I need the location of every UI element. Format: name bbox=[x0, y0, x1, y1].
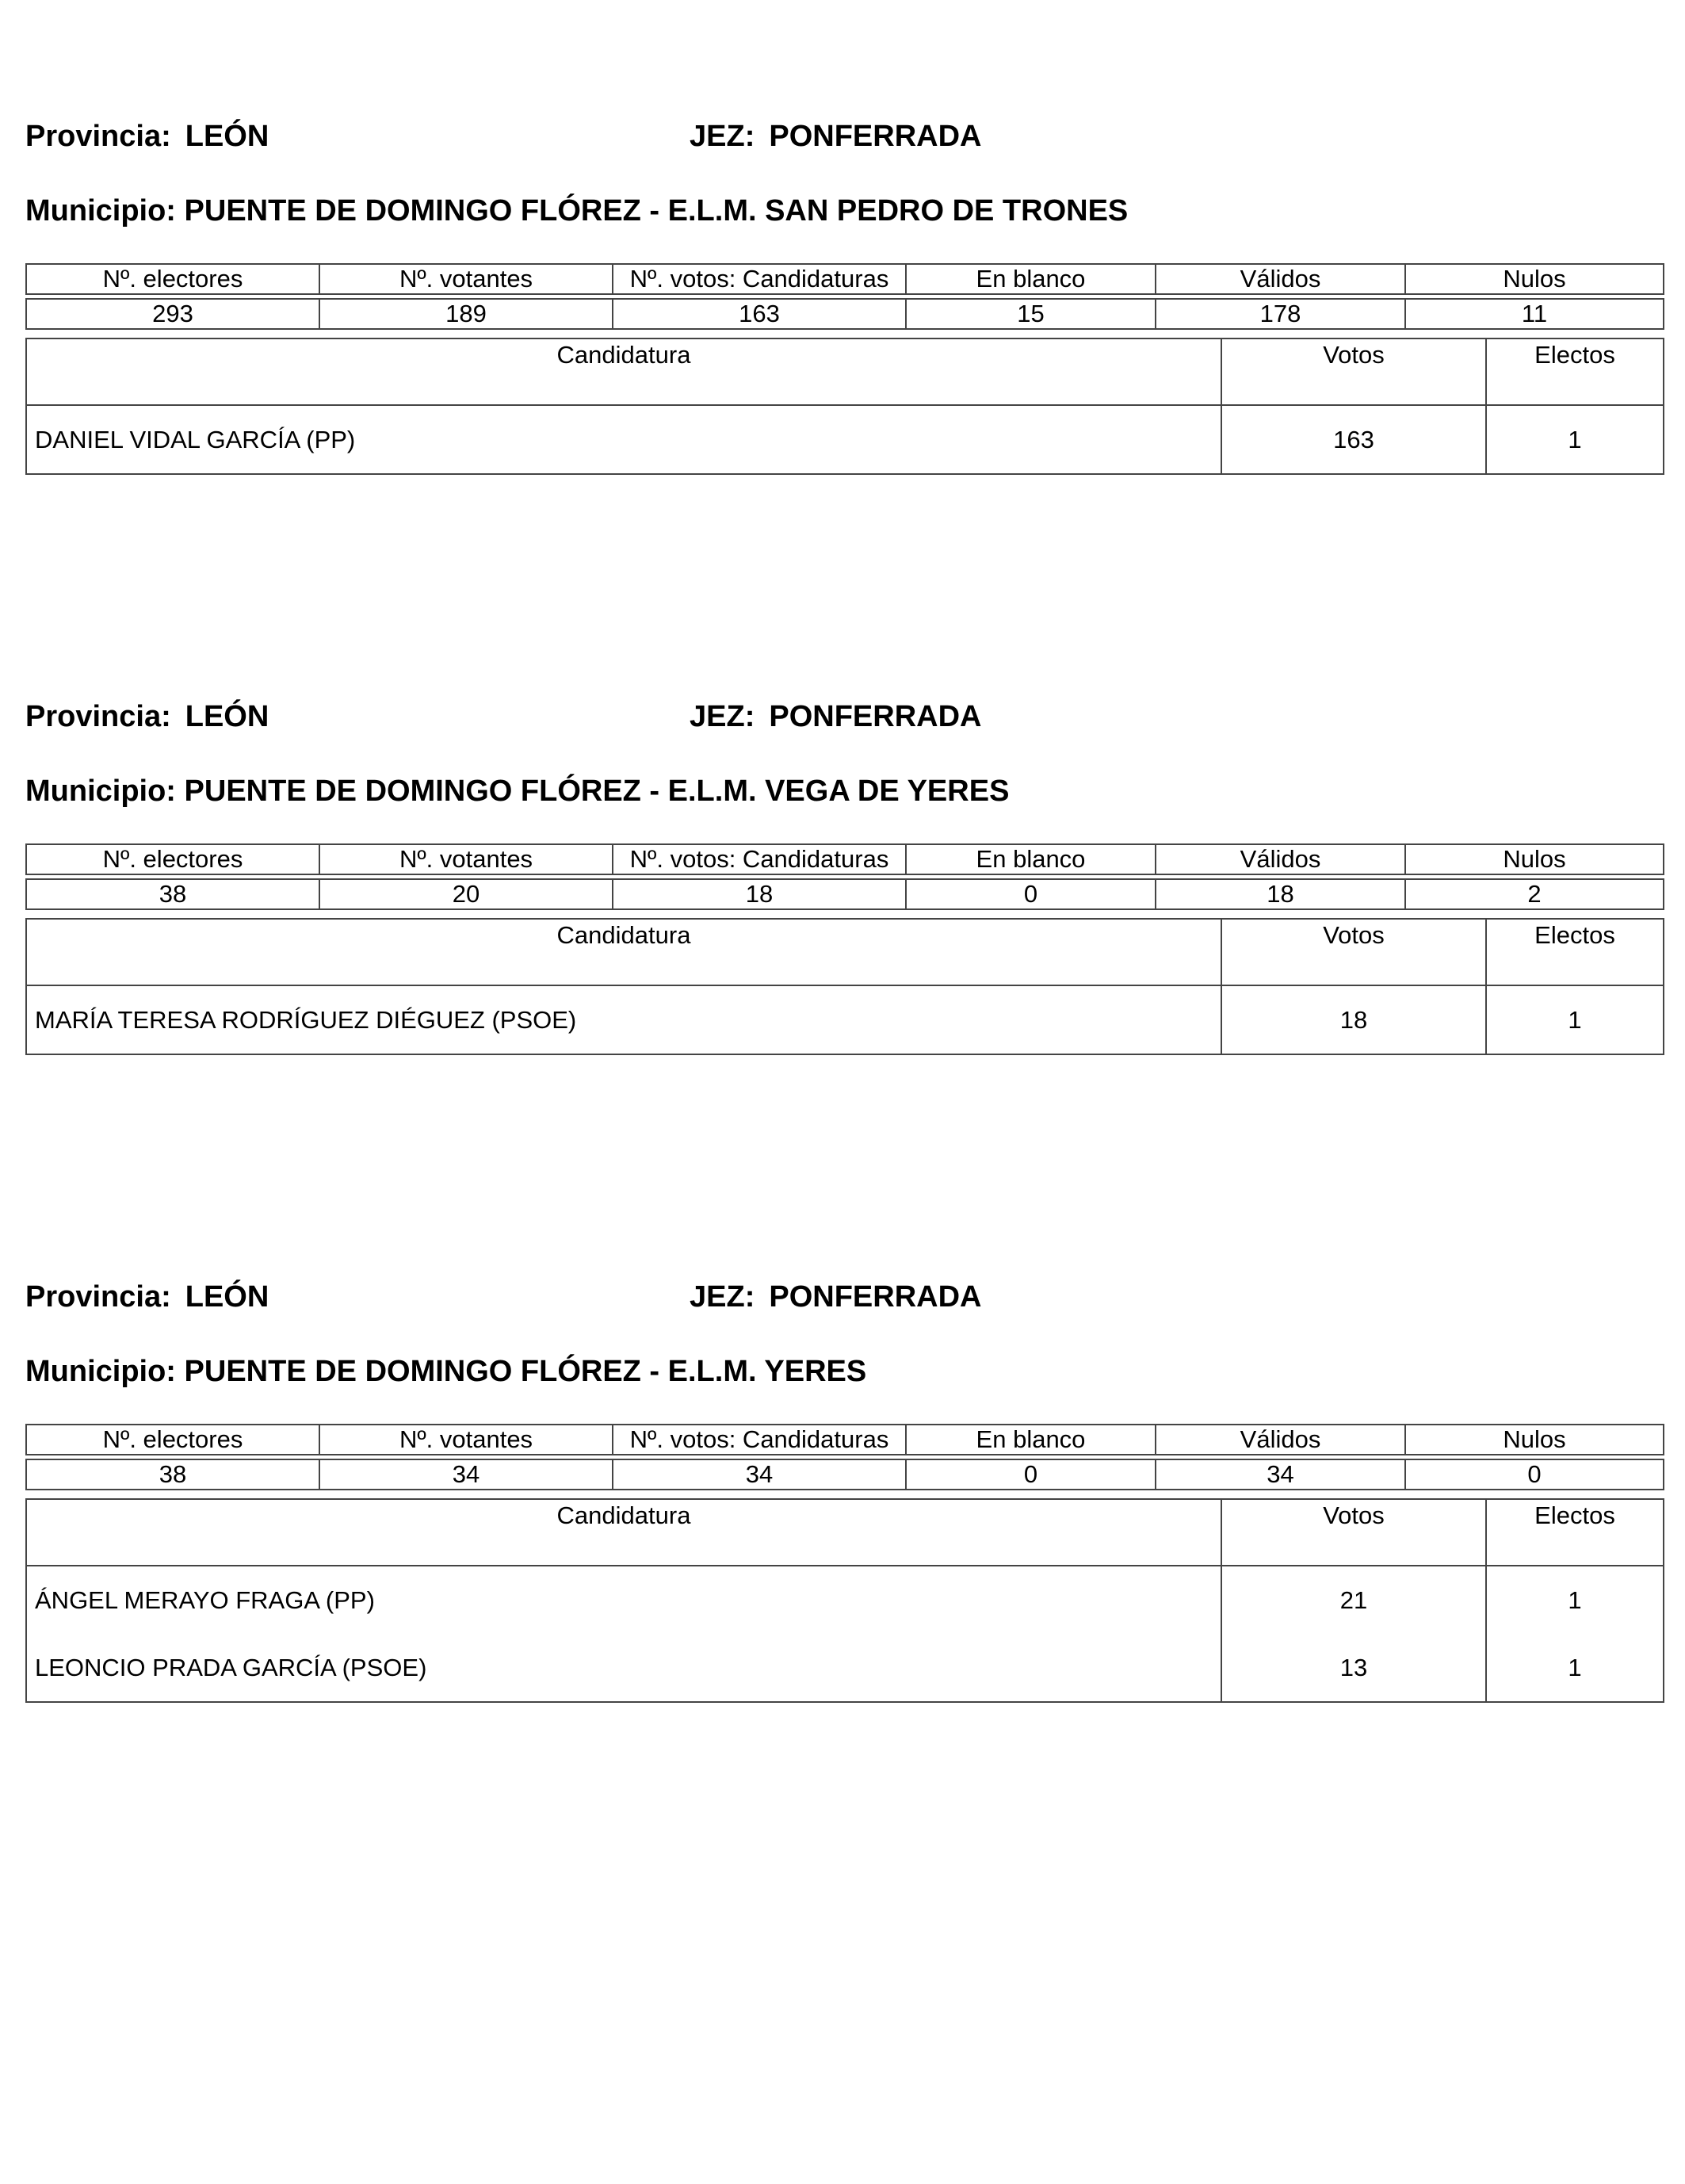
provincia-value: LEÓN bbox=[185, 120, 269, 153]
stats-header-electores: Nº. electores bbox=[26, 844, 319, 874]
municipio-label: Municipio: bbox=[25, 775, 176, 808]
stats-table bbox=[25, 263, 1664, 330]
candidates-header-row bbox=[26, 1499, 1664, 1566]
stats-value-nulos: 0 bbox=[1405, 1459, 1664, 1490]
stats-value-validos: 178 bbox=[1156, 299, 1405, 329]
municipio-line bbox=[25, 193, 1128, 228]
candidate-row bbox=[26, 1634, 1664, 1702]
provincia-label: Provincia: bbox=[25, 1280, 171, 1314]
provincia-label: Provincia: bbox=[25, 700, 171, 733]
municipio-label: Municipio: bbox=[25, 1355, 176, 1388]
votos-header: Votos bbox=[1221, 919, 1486, 985]
electos-header: Electos bbox=[1486, 919, 1664, 985]
stats-header-votantes: Nº. votantes bbox=[319, 1425, 613, 1455]
stats-header-validos: Válidos bbox=[1156, 844, 1405, 874]
stats-header-votantes: Nº. votantes bbox=[319, 844, 613, 874]
stats-header-votantes: Nº. votantes bbox=[319, 264, 613, 294]
municipio-value: PUENTE DE DOMINGO FLÓREZ - E.L.M. VEGA DE YERES bbox=[184, 775, 1010, 808]
provincia-line bbox=[25, 699, 269, 734]
candidate-electos: 1 bbox=[1486, 405, 1664, 474]
stats-header-nulos: Nulos bbox=[1405, 844, 1664, 874]
jez-line bbox=[690, 119, 981, 154]
jez-value: PONFERRADA bbox=[769, 120, 982, 153]
stats-header-en-blanco: En blanco bbox=[906, 1425, 1156, 1455]
stats-header-row bbox=[26, 844, 1664, 874]
electos-header: Electos bbox=[1486, 1499, 1664, 1566]
jez-label: JEZ: bbox=[690, 700, 755, 733]
stats-value-electores: 38 bbox=[26, 879, 319, 909]
jez-label: JEZ: bbox=[690, 1280, 755, 1314]
municipio-line bbox=[25, 774, 1009, 809]
votos-header: Votos bbox=[1221, 1499, 1486, 1566]
stats-header-votos-candidaturas: Nº. votos: Candidaturas bbox=[613, 264, 906, 294]
candidatura-header: Candidatura bbox=[26, 339, 1221, 405]
candidate-electos: 1 bbox=[1486, 1634, 1664, 1702]
candidate-votos: 163 bbox=[1221, 405, 1486, 474]
jez-value: PONFERRADA bbox=[769, 1280, 982, 1314]
jez-value: PONFERRADA bbox=[769, 700, 982, 733]
stats-value-electores: 38 bbox=[26, 1459, 319, 1490]
candidates-header-row bbox=[26, 339, 1664, 405]
provincia-line bbox=[25, 119, 269, 154]
candidate-name: LEONCIO PRADA GARCÍA (PSOE) bbox=[26, 1634, 1221, 1702]
stats-value-nulos: 11 bbox=[1405, 299, 1664, 329]
jez-line bbox=[690, 699, 981, 734]
municipio-line bbox=[25, 1354, 866, 1389]
stats-value-row bbox=[26, 1459, 1664, 1490]
candidate-row bbox=[26, 1566, 1664, 1634]
stats-header-en-blanco: En blanco bbox=[906, 264, 1156, 294]
stats-header-row bbox=[26, 1425, 1664, 1455]
stats-value-en-blanco: 0 bbox=[906, 879, 1156, 909]
jez-line bbox=[690, 1279, 981, 1314]
stats-value-row bbox=[26, 879, 1664, 909]
stats-header-validos: Válidos bbox=[1156, 1425, 1405, 1455]
stats-table bbox=[25, 1424, 1664, 1490]
stats-table bbox=[25, 843, 1664, 910]
candidates-table bbox=[25, 918, 1664, 1055]
stats-value-votos-candidaturas: 34 bbox=[613, 1459, 906, 1490]
stats-value-votos-candidaturas: 163 bbox=[613, 299, 906, 329]
candidate-row bbox=[26, 405, 1664, 474]
stats-header-nulos: Nulos bbox=[1405, 264, 1664, 294]
votos-header: Votos bbox=[1221, 339, 1486, 405]
stats-value-en-blanco: 0 bbox=[906, 1459, 1156, 1490]
stats-header-electores: Nº. electores bbox=[26, 264, 319, 294]
stats-value-votantes: 20 bbox=[319, 879, 613, 909]
candidates-table bbox=[25, 1498, 1664, 1703]
provincia-line bbox=[25, 1279, 269, 1314]
candidate-row bbox=[26, 985, 1664, 1054]
municipio-label: Municipio: bbox=[25, 194, 176, 228]
municipio-value: PUENTE DE DOMINGO FLÓREZ - E.L.M. YERES bbox=[184, 1355, 867, 1388]
stats-value-nulos: 2 bbox=[1405, 879, 1664, 909]
stats-header-votos-candidaturas: Nº. votos: Candidaturas bbox=[613, 1425, 906, 1455]
stats-value-row bbox=[26, 299, 1664, 329]
municipio-value: PUENTE DE DOMINGO FLÓREZ - E.L.M. SAN PEDRO DE TRONES bbox=[184, 194, 1129, 228]
candidates-header-row bbox=[26, 919, 1664, 985]
stats-value-votantes: 34 bbox=[319, 1459, 613, 1490]
stats-value-validos: 18 bbox=[1156, 879, 1405, 909]
candidatura-header: Candidatura bbox=[26, 1499, 1221, 1566]
stats-header-votos-candidaturas: Nº. votos: Candidaturas bbox=[613, 844, 906, 874]
jez-label: JEZ: bbox=[690, 120, 755, 153]
provincia-label: Provincia: bbox=[25, 120, 171, 153]
candidates-table bbox=[25, 338, 1664, 475]
candidate-electos: 1 bbox=[1486, 1566, 1664, 1634]
stats-value-votos-candidaturas: 18 bbox=[613, 879, 906, 909]
candidate-name: DANIEL VIDAL GARCÍA (PP) bbox=[26, 405, 1221, 474]
stats-header-en-blanco: En blanco bbox=[906, 844, 1156, 874]
candidate-votos: 13 bbox=[1221, 1634, 1486, 1702]
candidate-electos: 1 bbox=[1486, 985, 1664, 1054]
stats-header-row bbox=[26, 264, 1664, 294]
stats-header-validos: Válidos bbox=[1156, 264, 1405, 294]
provincia-value: LEÓN bbox=[185, 1280, 269, 1314]
stats-value-en-blanco: 15 bbox=[906, 299, 1156, 329]
stats-header-nulos: Nulos bbox=[1405, 1425, 1664, 1455]
stats-value-votantes: 189 bbox=[319, 299, 613, 329]
stats-header-electores: Nº. electores bbox=[26, 1425, 319, 1455]
stats-value-validos: 34 bbox=[1156, 1459, 1405, 1490]
candidate-votos: 21 bbox=[1221, 1566, 1486, 1634]
candidate-votos: 18 bbox=[1221, 985, 1486, 1054]
stats-value-electores: 293 bbox=[26, 299, 319, 329]
candidatura-header: Candidatura bbox=[26, 919, 1221, 985]
candidate-name: ÁNGEL MERAYO FRAGA (PP) bbox=[26, 1566, 1221, 1634]
candidate-name: MARÍA TERESA RODRÍGUEZ DIÉGUEZ (PSOE) bbox=[26, 985, 1221, 1054]
electos-header: Electos bbox=[1486, 339, 1664, 405]
provincia-value: LEÓN bbox=[185, 700, 269, 733]
